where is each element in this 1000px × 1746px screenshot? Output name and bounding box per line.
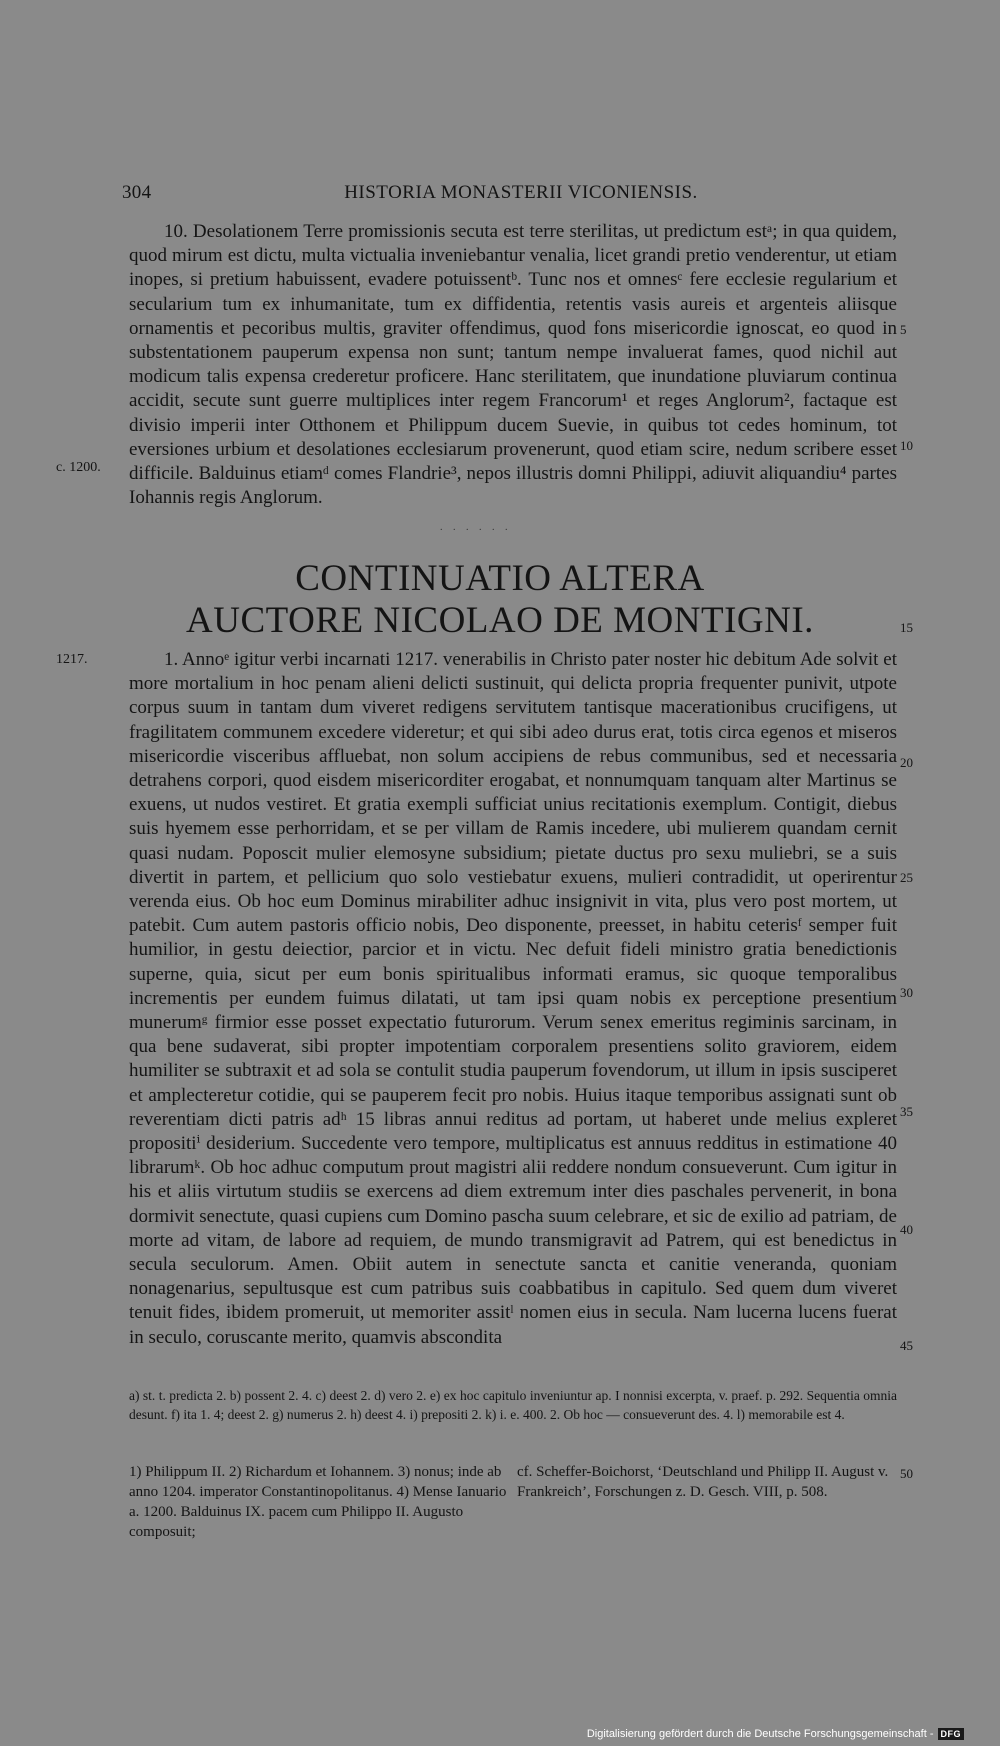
line-number: 35 xyxy=(900,1104,913,1119)
line-number: 30 xyxy=(900,985,913,1000)
credit-text: Digitalisierung gefördert durch die Deutsche Forschungsgemeinschaft - xyxy=(586,1728,934,1740)
digitization-credit xyxy=(587,1728,964,1740)
historical-notes-col-1-text: 1) Philippum II. 2) Richardum et Iohannem. 3) nonus; inde ab anno 1204. imperator Constantinopolitanus. 4) Mense Ianuario a. 1200. Balduinus IX. pacem cum Philippo II. Augusto composuit; xyxy=(129,1464,507,1540)
historical-notes-col-2-text: cf. Scheffer-Boichorst, ‘Deutschland und Philipp II. August v. Frankreich’, Forschungen z. D. Gesch. VIII, p. 508. xyxy=(517,1464,889,1500)
line-number: 45 xyxy=(900,1338,913,1353)
margin-date-1217: 1217. xyxy=(56,652,88,667)
heading-line-2: AUCTORE NICOLAO DE MONTIGNI. xyxy=(186,600,814,641)
historical-notes-col-1 xyxy=(129,1462,509,1542)
line-number: 40 xyxy=(900,1222,913,1237)
paragraph-10-text: 10. Desolationem Terre promissionis secuta est terre sterilitas, ut predictum estᵃ; in qua quidem, quod mirum est dictu, multa victualia inveniebantur venalia, licet grandi pretio venderentur, ut etiam inopes, si pretium habuissent, evadere potuissentᵇ. Tunc nos et omnesᶜ fere ecclesie regularium et secularium tum ex inhumanitate, tum ex diffidentia, retentis vasis aureis et argenteis aliisque ornamentis et pecoribus multis, graviter offendimus, quod fons misericordie ignoscat, eo quod in substentationem pauperum expensa non sunt; tantum nempe invaluerat fames, quod nichil aut modicum talis expensa crederetur proficere. Hanc sterilitatem, que inundatione pluviarum continua accidit, secute sunt guerre multiplices inter regem Francorum¹ et reges Anglorum², factaque est divisio imperii inter Otthonem et Philippum ducem Suevie, in quibus tot cedes hominum, tot eversiones urbium et desolationes ecclesiarum provenerunt, quod etiam scire, nedum scribere esset difficile. Balduinus etiamᵈ comes Flandrie³, nepos illustris domni Philippi, adiuvit aliquandiu⁴ partes Iohannis regis Anglorum. xyxy=(129,221,897,509)
historical-notes-col-2 xyxy=(517,1462,897,1502)
running-title: HISTORIA MONASTERII VICONIENSIS. xyxy=(344,182,698,203)
margin-date-c1200: c. 1200. xyxy=(56,460,101,475)
paragraph-1 xyxy=(129,648,897,1350)
line-number: 25 xyxy=(900,870,913,885)
line-number: 50 xyxy=(900,1466,913,1481)
section-heading xyxy=(180,558,820,642)
paragraph-1-text: 1. Annoᵉ igitur verbi incarnati 1217. venerabilis in Christo pater noster hic debitum Ade solvit et more mortalium in hoc penam alieni delicti sustinuit, qui delicta propria frequenter punivit, utpote corpus suum in tantam dum viveret redigens servitutem tantisque macerationibus crucifigens, ut fragilitatem communem excedere videretur; et qui sibi adeo durus erat, totis circa egenos et miseros misericordie visceribus affluebat, non solum accipiens de rebus communibus, sed et necessaria detrahens corpori, quod eisdem misericorditer erogabat, et nonnumquam tanquam alter Martinus se exuens, ut nudos vestiret. Et gratia exempli sufficiat unius recitationis exemplum. Contigit, diebus suis hyemem esse perhorridam, et se per villam de Ramis incedere, ubi mulierem quandam cernit quasi nudam. Poposcit mulier elemosyne subsidium; pietate ductus pro sexu muliebri, se a suis divertit in partem, et pellicium quo solo vestiebatur exuens, mulieri contradidit, ut operirentur verenda eius. Ob hoc eum Dominus mirabiliter adhuc insignivit in vita, plus vero post mortem, ut patebit. Cum autem pastoris officio nobis, Deo disponente, preesset, in habitu ceterisᶠ semper fuit humilior, in gestu deiectior, parcior et in victu. Nec defuit fideli ministro gratia benedictionis superne, quia, sicut per eum bonis spiritualibus informati eramus, sic quoque temporalibus incrementis per eundem fuimus dilatati, ut tam ipsi quam nobis ex perceptione presentium munerumᵍ firmior esse posset expectatio futurorum. Verum senex emeritus regiminis sarcinam, in qua bene sudaverat, sibi propter impotentiam corporalem presentiens solito graviorem, eidem humiliter se subtraxit et ad sola se contulit studia pauperum fovendorum, ut illum in ipsis susciperet et amplecteretur cotidie, qui se pauperem fecit pro nobis. Huius itaque temporibus assignati sunt ob reverentiam dicti patris adʰ 15 libras annui reditus ad portam, ut haberet unde melius expleret propositiⁱ desiderium. Succedente vero tempore, multiplicatus est annuus redditus in estimatione 40 librarumᵏ. Ob hoc adhuc computum prout magistri alii reddere nondum consueverunt. Cum igitur in his et aliis virtutum studiis se exercens ad diem extremum inter dies paschales pervenerit, in bona dormivit senectute, quasi cupiens cum Domino pascha suum celebrare, et sic de exilio ad patriam, de morte ad vitam, de labore ad requiem, de mundo transmigravit ad Patrem, qui est benedictus in secula seculorum. Amen. Obiit autem in senectute sancta et canitie veneranda, quoniam nonagenarius, sepultusque est cum patribus suis coabbatibus in capitulo. Sed quem dum viveret tenuit fides, ibidem promeruit, ut memoriter assitˡ nomen eius in secula. Nam lucerna lucens fuerat in seculo, coruscante merito, quamvis abscondita xyxy=(129,649,897,1348)
line-number: 20 xyxy=(900,755,913,770)
heading-line-1: CONTINUATIO ALTERA xyxy=(295,558,705,599)
critical-apparatus: a) st. t. predicta 2. b) possent 2. 4. c) deest 2. d) vero 2. e) ex hoc capitulo inveniuntur ap. I nonnisi excerpta, v. praef. p. 292. Sequentia omnia desunt. f) ita 1. 4; deest 2. g) numerus 2. h) deest 4. i) prepositi 2. k) i. e. 400. 2. Ob hoc — consueverunt des. 4. l) memorabile est 4. xyxy=(129,1388,897,1422)
ellipsis-divider: . . . . . . xyxy=(440,522,512,533)
paragraph-10 xyxy=(129,220,897,510)
line-number: 15 xyxy=(900,620,913,635)
page-number: 304 xyxy=(122,182,152,203)
dfg-logo-icon[interactable]: DFG xyxy=(938,1728,965,1740)
line-number: 10 xyxy=(900,438,913,453)
line-number: 5 xyxy=(900,322,907,337)
